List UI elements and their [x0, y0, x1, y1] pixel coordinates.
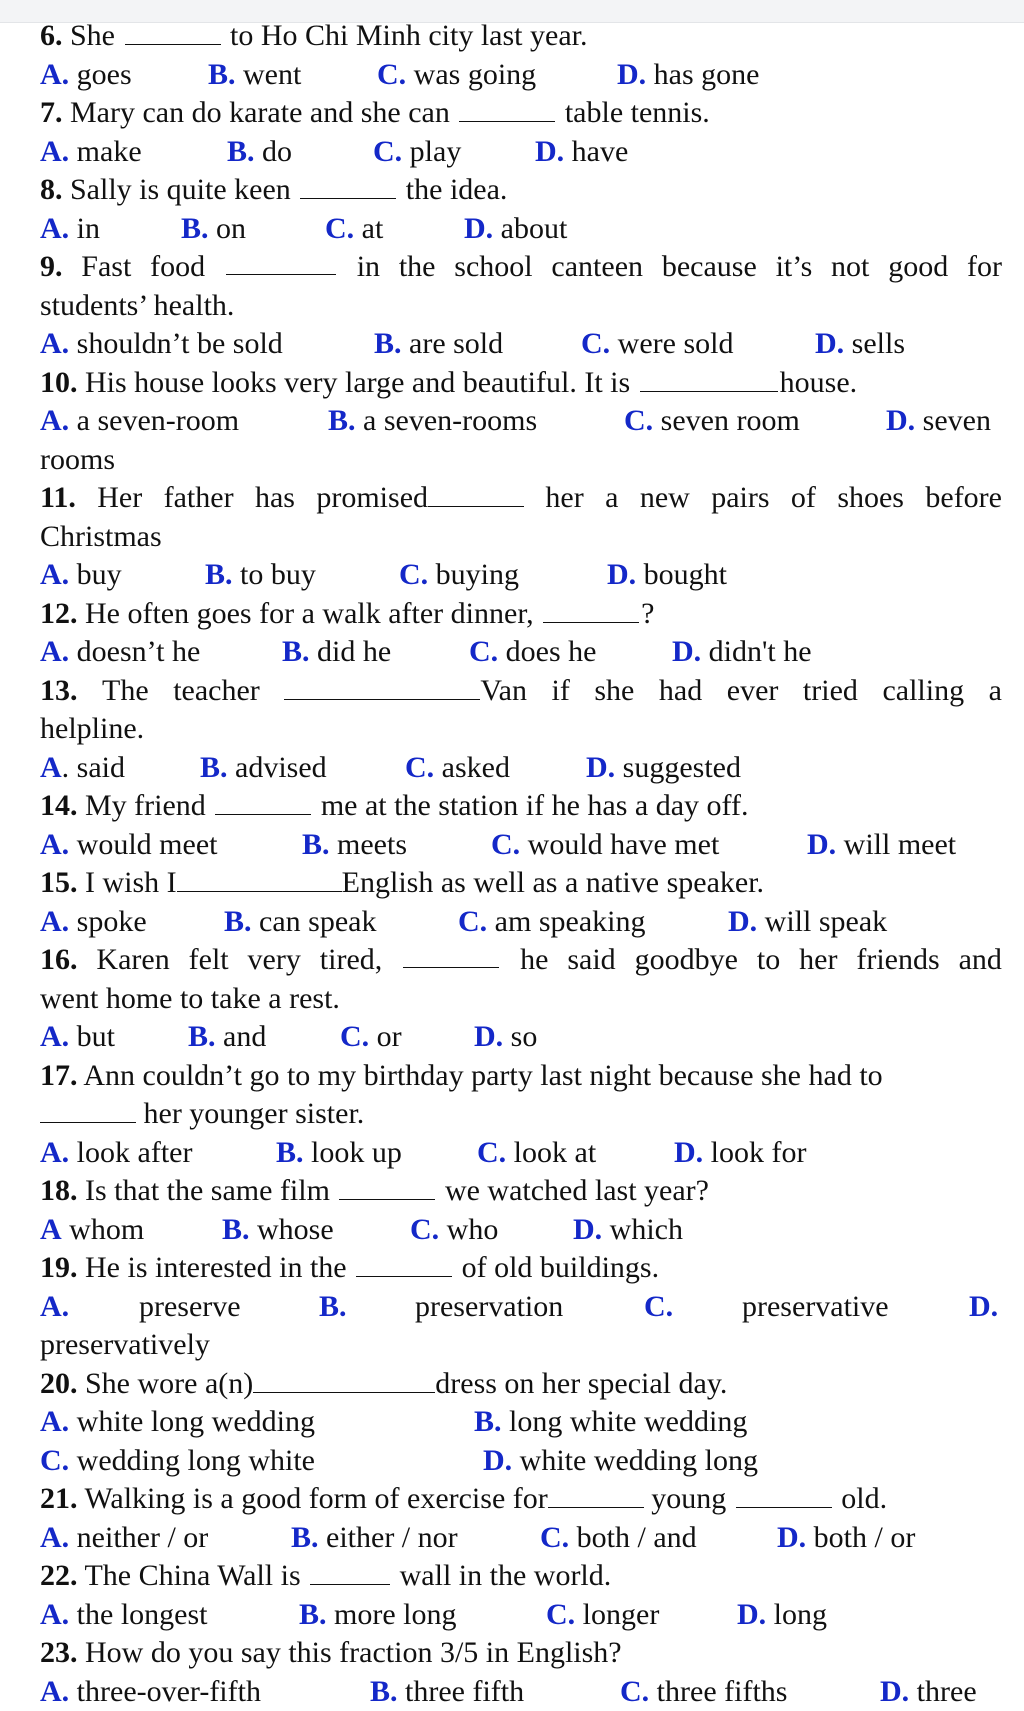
question-21	[40, 1480, 1002, 1519]
option-a: A. shouldn’t be sold	[40, 325, 283, 364]
option-a: A. doesn’t he	[40, 633, 200, 672]
option-c-letter: C.	[644, 1288, 673, 1327]
question-text: we watched last year?	[445, 1174, 709, 1207]
answer-blank	[40, 1096, 136, 1123]
option-a: A. spoke	[40, 903, 147, 942]
question-word: had	[659, 672, 702, 711]
question-text: me at the station if he has a day off.	[321, 789, 749, 822]
option-c-text: preservative	[742, 1288, 889, 1327]
option-d: D. has gone	[617, 56, 759, 95]
option-a-text: preserve	[139, 1288, 241, 1327]
question-text: students’ health.	[40, 289, 234, 322]
answer-blank	[543, 596, 639, 623]
option-a: A. three-over-fifth	[40, 1673, 261, 1711]
question-text: Mary can do karate and she can	[70, 96, 450, 129]
question-word: she	[594, 672, 634, 711]
options-20-row-2	[40, 1442, 1002, 1481]
question-number: 11.	[40, 479, 76, 518]
question-text: She	[70, 19, 115, 52]
option-c: C. at	[325, 210, 383, 249]
answer-blank	[548, 1481, 644, 1508]
options-17	[40, 1134, 1002, 1173]
question-20	[40, 1365, 1002, 1404]
question-text: He is interested in the	[85, 1251, 347, 1284]
question-word: Van	[284, 672, 527, 711]
question-number: 23.	[40, 1636, 78, 1669]
option-b: B. long white wedding	[474, 1403, 747, 1442]
question-number: 15.	[40, 866, 78, 899]
option-d: D. long	[737, 1596, 827, 1635]
options-19-continued	[40, 1326, 1002, 1365]
option-c: C. wedding long white	[40, 1442, 315, 1481]
option-b: B. more long	[299, 1596, 457, 1635]
question-text: Christmas	[40, 520, 162, 553]
option-b: B. three fifth	[370, 1673, 524, 1711]
options-10-continued	[40, 441, 1002, 480]
options-20-row-1	[40, 1403, 1002, 1442]
option-b: B. can speak	[224, 903, 376, 942]
question-text: young	[651, 1482, 726, 1515]
option-b: B. a seven-rooms	[328, 402, 537, 441]
options-23-cut-off	[40, 1673, 1002, 1691]
option-b: B. either / nor	[291, 1519, 458, 1558]
question-word: her	[545, 479, 583, 518]
question-number: 6.	[40, 19, 63, 52]
question-19	[40, 1249, 1002, 1288]
question-word: teacher	[173, 672, 260, 711]
option-d: D. bought	[607, 556, 727, 595]
option-b-letter: B.	[319, 1288, 347, 1327]
option-a: A. in	[40, 210, 100, 249]
option-d: D. white wedding long	[483, 1442, 758, 1481]
question-number: 14.	[40, 789, 78, 822]
option-c: C. or	[340, 1018, 402, 1057]
question-text: house.	[780, 366, 858, 399]
question-word: said	[567, 941, 615, 980]
option-text: rooms	[40, 443, 115, 476]
option-a: A. the longest	[40, 1596, 207, 1635]
answer-blank	[736, 1481, 832, 1508]
question-word: felt	[189, 941, 229, 980]
question-text: Walking is a good form of exercise for	[84, 1482, 547, 1515]
option-c: C. asked	[405, 749, 510, 788]
options-14	[40, 826, 1002, 865]
question-18	[40, 1172, 1002, 1211]
question-17-continued	[40, 1095, 1002, 1134]
options-9	[40, 325, 1002, 364]
question-13	[40, 672, 1002, 711]
question-number: 12.	[40, 597, 78, 630]
question-word: calling	[882, 672, 964, 711]
question-word: canteen	[551, 248, 643, 287]
answer-blank	[177, 865, 342, 892]
question-text: He often goes for a walk after dinner,	[85, 597, 534, 630]
question-word: a	[989, 672, 1002, 711]
question-number: 18.	[40, 1174, 78, 1207]
option-b: B. did he	[282, 633, 391, 672]
question-15	[40, 864, 1002, 903]
option-a: A. buy	[40, 556, 122, 595]
options-15	[40, 903, 1002, 942]
option-a: A. make	[40, 133, 142, 172]
option-d: D. will speak	[728, 903, 887, 942]
question-text: dress on her special day.	[435, 1367, 727, 1400]
option-c: C. both / and	[540, 1519, 697, 1558]
question-text: English as well as a native speaker.	[342, 866, 764, 899]
option-a: A. look after	[40, 1134, 192, 1173]
options-13	[40, 749, 1002, 788]
option-b: B. to buy	[205, 556, 316, 595]
options-22	[40, 1596, 1002, 1635]
option-c: C. longer	[546, 1596, 659, 1635]
question-23	[40, 1634, 1002, 1673]
question-text: her younger sister.	[144, 1097, 365, 1130]
option-b: B. are sold	[374, 325, 503, 364]
question-word: Her	[97, 479, 142, 518]
option-a: A. would meet	[40, 826, 217, 865]
question-word: pairs	[711, 479, 769, 518]
option-b: B. whose	[222, 1211, 334, 1250]
option-d: D. three	[880, 1673, 977, 1711]
question-9	[40, 248, 1002, 287]
question-9-continued	[40, 287, 1002, 326]
question-word: promised	[316, 479, 524, 518]
option-c: C. am speaking	[458, 903, 645, 942]
option-a: A. a seven-room	[40, 402, 239, 441]
question-number: 19.	[40, 1251, 78, 1284]
answer-blank	[640, 365, 778, 392]
question-word: goodbye	[635, 941, 738, 980]
question-word: for	[967, 248, 1002, 287]
option-b: B. meets	[302, 826, 407, 865]
question-word: has	[255, 479, 295, 518]
answer-blank	[339, 1173, 435, 1200]
options-8	[40, 210, 1002, 249]
question-word: before	[925, 479, 1002, 518]
option-c: C. buying	[399, 556, 519, 595]
question-word: good	[888, 248, 948, 287]
options-12	[40, 633, 1002, 672]
question-word: not	[831, 248, 869, 287]
question-word: a	[605, 479, 618, 518]
question-number: 17.	[40, 1059, 78, 1092]
question-10	[40, 364, 1002, 403]
question-text: went home to take a rest.	[40, 982, 340, 1015]
options-11	[40, 556, 1002, 595]
option-d: D. will meet	[807, 826, 956, 865]
question-text: His house looks very large and beautiful. It is	[85, 366, 630, 399]
question-word: her	[799, 941, 837, 980]
option-b: B. do	[227, 133, 292, 172]
answer-blank	[403, 941, 499, 968]
question-text: ?	[641, 597, 654, 630]
answer-blank	[253, 1366, 435, 1393]
question-word: friends	[856, 941, 939, 980]
question-16	[40, 941, 1002, 980]
option-d: D. didn't he	[672, 633, 812, 672]
question-text: old.	[841, 1482, 887, 1515]
answer-blank	[459, 95, 555, 122]
option-c: C. who	[410, 1211, 498, 1250]
answer-blank	[215, 788, 311, 815]
option-a-letter: A.	[40, 1288, 69, 1327]
option-b-text: preservation	[415, 1288, 563, 1327]
question-12	[40, 595, 1002, 634]
option-d: D. sells	[815, 325, 905, 364]
question-word: school	[454, 248, 532, 287]
question-text: Is that the same film	[85, 1174, 330, 1207]
question-number: 16.	[40, 941, 78, 980]
question-16-continued	[40, 980, 1002, 1019]
option-c: C. seven room	[624, 402, 800, 441]
options-19	[40, 1288, 1002, 1327]
question-17	[40, 1057, 1002, 1096]
question-text: The China Wall is	[84, 1559, 300, 1592]
question-word: to	[757, 941, 780, 980]
option-d: D. seven	[886, 402, 991, 441]
question-word: ever	[727, 672, 779, 711]
option-b: B. on	[181, 210, 246, 249]
option-b: B. went	[208, 56, 301, 95]
question-word: Karen	[96, 941, 169, 980]
question-text: of old buildings.	[462, 1251, 660, 1284]
question-text: Ann couldn’t go to my birthday party last night because she had to	[83, 1059, 882, 1092]
question-number: 7.	[40, 96, 63, 129]
question-number: 13.	[40, 672, 78, 711]
option-a: A. said	[40, 749, 125, 788]
question-11	[40, 479, 1002, 518]
worksheet	[40, 17, 1002, 1691]
option-b: B. and	[188, 1018, 266, 1057]
options-21	[40, 1519, 1002, 1558]
options-18	[40, 1211, 1002, 1250]
answer-blank	[300, 172, 396, 199]
answer-blank	[226, 248, 336, 275]
question-11-continued	[40, 518, 1002, 557]
answer-blank	[310, 1558, 390, 1585]
option-a: A. white long wedding	[40, 1403, 315, 1442]
question-text: How do you say this fraction 3/5 in English?	[85, 1636, 622, 1669]
question-word: new	[640, 479, 690, 518]
question-word: shoes	[837, 479, 904, 518]
question-text: wall in the world.	[400, 1559, 612, 1592]
question-text: helpline.	[40, 712, 144, 745]
option-b: B. advised	[200, 749, 327, 788]
question-7	[40, 94, 1002, 133]
option-c: C. does he	[469, 633, 596, 672]
question-13-continued	[40, 710, 1002, 749]
option-a: A. but	[40, 1018, 115, 1057]
options-10	[40, 402, 1002, 441]
option-c: C. would have met	[491, 826, 719, 865]
question-word: father	[164, 479, 234, 518]
option-d: D. suggested	[586, 749, 741, 788]
question-text: I wish I	[85, 866, 177, 899]
options-7	[40, 133, 1002, 172]
question-word: The	[102, 672, 149, 711]
option-d: D. which	[573, 1211, 683, 1250]
question-text: My friend	[85, 789, 206, 822]
question-number: 8.	[40, 173, 63, 206]
question-number: 9.	[40, 248, 63, 287]
question-word: the	[399, 248, 436, 287]
options-6	[40, 56, 1002, 95]
option-c: C. was going	[377, 56, 536, 95]
option-b: B. look up	[276, 1134, 402, 1173]
option-d: D. both / or	[777, 1519, 915, 1558]
option-a: A. goes	[40, 56, 132, 95]
question-word: and	[959, 941, 1002, 980]
question-text: Sally is quite keen	[70, 173, 291, 206]
question-word: of	[791, 479, 816, 518]
question-6	[40, 17, 1002, 56]
option-d-letter: D.	[969, 1288, 998, 1327]
option-d: D. so	[474, 1018, 537, 1057]
question-number: 22.	[40, 1559, 78, 1592]
option-a: A. neither / or	[40, 1519, 208, 1558]
question-number: 21.	[40, 1482, 78, 1515]
answer-blank	[125, 18, 221, 45]
option-a: A whom	[40, 1211, 144, 1250]
option-text: preservatively	[40, 1328, 210, 1361]
question-word: tried	[803, 672, 858, 711]
question-number: 20.	[40, 1367, 78, 1400]
question-number: 10.	[40, 366, 78, 399]
option-c: C. were sold	[581, 325, 733, 364]
option-c: C. three fifths	[620, 1673, 787, 1711]
question-word: it’s	[776, 248, 813, 287]
question-word: tired,	[320, 941, 382, 980]
option-d: D. look for	[674, 1134, 807, 1173]
question-word: food	[150, 248, 205, 287]
option-c: C. look at	[477, 1134, 596, 1173]
question-text: to Ho Chi Minh city last year.	[230, 19, 587, 52]
options-16	[40, 1018, 1002, 1057]
question-14	[40, 787, 1002, 826]
option-c: C. play	[373, 133, 461, 172]
answer-blank	[356, 1250, 452, 1277]
question-word: if	[552, 672, 570, 711]
question-word: Fast	[81, 248, 131, 287]
question-text: She wore a(n)	[85, 1367, 253, 1400]
option-d: D. have	[535, 133, 628, 172]
question-8	[40, 171, 1002, 210]
question-word: in	[357, 248, 380, 287]
question-word: because	[662, 248, 757, 287]
question-text: the idea.	[406, 173, 508, 206]
option-d: D. about	[464, 210, 567, 249]
question-text: table tennis.	[565, 96, 710, 129]
question-22	[40, 1557, 1002, 1596]
question-word: very	[248, 941, 301, 980]
question-word: he	[520, 941, 548, 980]
